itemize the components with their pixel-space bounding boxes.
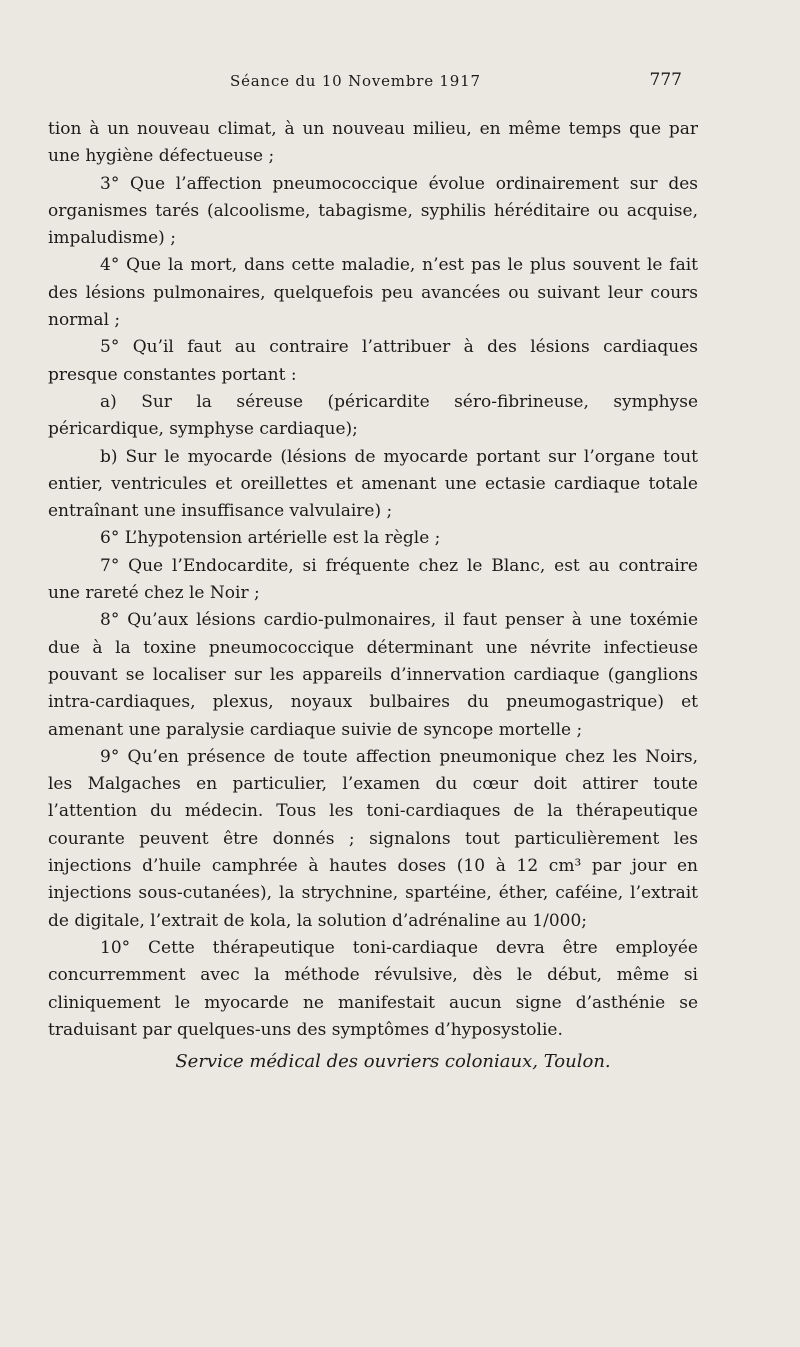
paragraph-continuation: tion à un nouveau climat, à un nouveau milieu, en même temps que par une hygiène défectueuse ; — [48, 119, 698, 167]
paragraph-point-9: 9° Qu’en présence de toute affection pneumonique chez les Noirs, les Malgaches en particulier, l’examen du cœur doit attirer toute l’attention du médecin. Tous les toni-cardiaques de la thérapeutique courante peuvent être donnés ; signalons tout particulièrement les injections d’huile camphrée à hautes doses (10 à 12 cm³ par jour en injections sous-cutanées), la strychnine, spartéine, éther, caféine, l’extrait de digitale, l’extrait de kola, la solution d’adrénaline au 1/000; — [48, 746, 698, 931]
signature-line: Service médical des ouvriers coloniaux, Toulon. — [175, 1051, 611, 1073]
page-body — [48, 116, 698, 1075]
paragraph-point-3: 3° Que l’affection pneumococcique évolue ordinairement sur des organismes tarés (alcoolisme, tabagisme, syphilis héréditaire ou acquise, impaludisme) ; — [48, 173, 698, 249]
paragraph-point-5a: a) Sur la séreuse (péricardite séro-fibrineuse, symphyse péricardique, symphyse cardiaque); — [48, 391, 698, 440]
running-head: Séance du 10 Novembre 1917 — [230, 72, 481, 90]
paragraph-point-6: 6° L’hypotension artérielle est la règle ; — [100, 528, 441, 549]
page-number: 777 — [649, 70, 682, 90]
paragraph-point-5: 5° Qu’il faut au contraire l’attribuer à des lésions cardiaques presque constantes portant : — [48, 337, 698, 385]
paragraph-point-10: 10° Cette thérapeutique toni-cardiaque devra être employée concurremment avec la méthode révulsive, dès le début, même si cliniquement le myocarde ne manifestait aucun signe d’asthénie se traduisant par quelques-uns des symptômes d’hyposystolie. — [48, 937, 698, 1040]
paragraph-point-7: 7° Que l’Endocardite, si fréquente chez le Blanc, est au contraire une rareté chez le Noir ; — [48, 555, 698, 604]
paragraph-point-8: 8° Qu’aux lésions cardio-pulmonaires, il faut penser à une toxémie due à la toxine pneumococcique déterminant une névrite infectieuse pouvant se localiser sur les appareils d’innervation cardiaque (ganglions intra-cardiaques, plexus, noyaux bulbaires du pneumogastrique) et amenant une paralysie cardiaque suivie de syncope mortelle ; — [48, 610, 698, 740]
paragraph-point-5b: b) Sur le myocarde (lésions de myocarde portant sur l’organe tout entier, ventricules et oreillettes et amenant une ectasie cardiaque totale entraînant une insuffisance valvulaire) ; — [48, 446, 698, 522]
paragraph-point-4: 4° Que la mort, dans cette maladie, n’est pas le plus souvent le fait des lésions pulmonaires, quelquefois peu avancées ou suivant leur cours normal ; — [48, 255, 698, 331]
